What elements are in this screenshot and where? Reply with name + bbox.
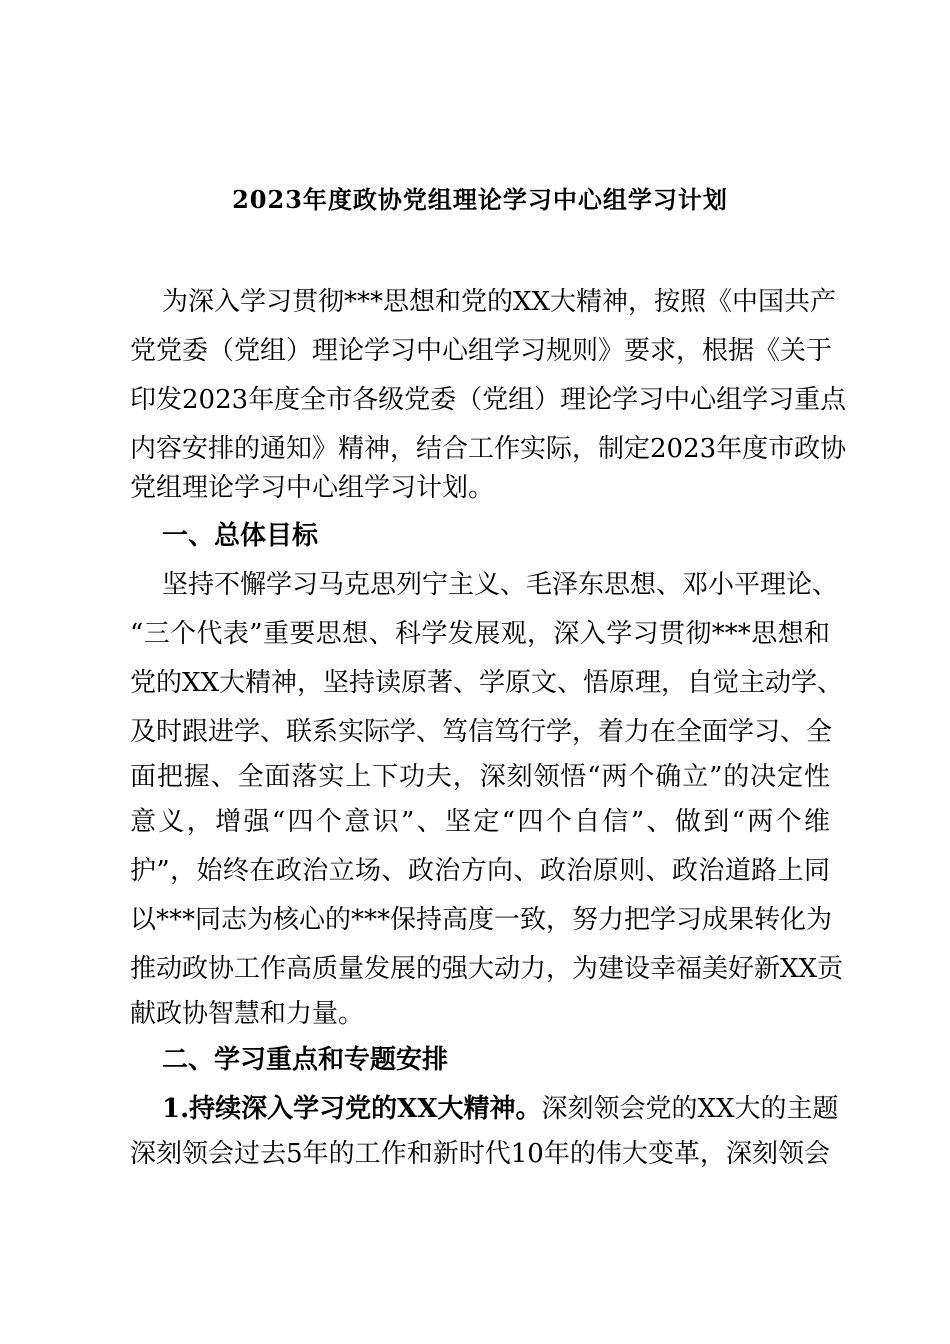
intro-line: 印发2023年度全市各级党委（党组）理论学习中心组学习重点: [130, 385, 847, 415]
section1-line: 党的XX大精神，坚持读原著、学原文、悟原理，自觉主动学、: [130, 668, 844, 698]
item1-title: 1.持续深入学习党的XX大精神。: [162, 1094, 542, 1124]
intro-line: 党党委（党组）理论学习中心组学习规则》要求，根据《关于: [130, 336, 833, 366]
intro-line: 为深入学习贯彻***思想和党的XX大精神，按照《中国共产: [162, 287, 837, 317]
section2-item1-line: [162, 1089, 839, 1129]
section-heading-study-focus: 二、学习重点和专题安排: [162, 1045, 449, 1075]
section1-line: 护”，始终在政治立场、政治方向、政治原则、政治道路上同: [130, 856, 830, 886]
section1-line: 面把握、全面落实上下功夫，深刻领悟“两个确立”的决定性: [130, 762, 830, 792]
section2-item1-line: 深刻领会过去5年的工作和新时代10年的伟大变革，深刻领会: [130, 1139, 830, 1169]
section1-line: 坚持不懈学习马克思列宁主义、毛泽东思想、邓小平理论、: [162, 570, 839, 600]
section1-line: 及时跟进学、联系实际学、笃信笃行学，着力在全面学习、全: [130, 717, 833, 747]
intro-line: 党组理论学习中心组学习计划。: [130, 473, 495, 503]
intro-line: 内容安排的通知》精神，结合工作实际，制定2023年度市政协: [130, 434, 847, 464]
section-heading-overall-goal: 一、总体目标: [162, 521, 319, 551]
section1-line: “三个代表”重要思想、科学发展观，深入学习贯彻***思想和: [130, 619, 830, 649]
item1-text: 深刻领会党的XX大的主题: [541, 1094, 839, 1124]
section1-line: 推动政协工作高质量发展的强大动力，为建设幸福美好新XX贡: [130, 954, 844, 984]
section1-line: 以***同志为核心的***保持高度一致，努力把学习成果转化为: [130, 905, 833, 935]
section1-line: 意义，增强“四个意识”、坚定“四个自信”、做到“两个维: [130, 807, 830, 837]
document-title: 2023年度政协党组理论学习中心组学习计划: [232, 185, 728, 214]
section1-line: 献政协智慧和力量。: [130, 999, 365, 1029]
